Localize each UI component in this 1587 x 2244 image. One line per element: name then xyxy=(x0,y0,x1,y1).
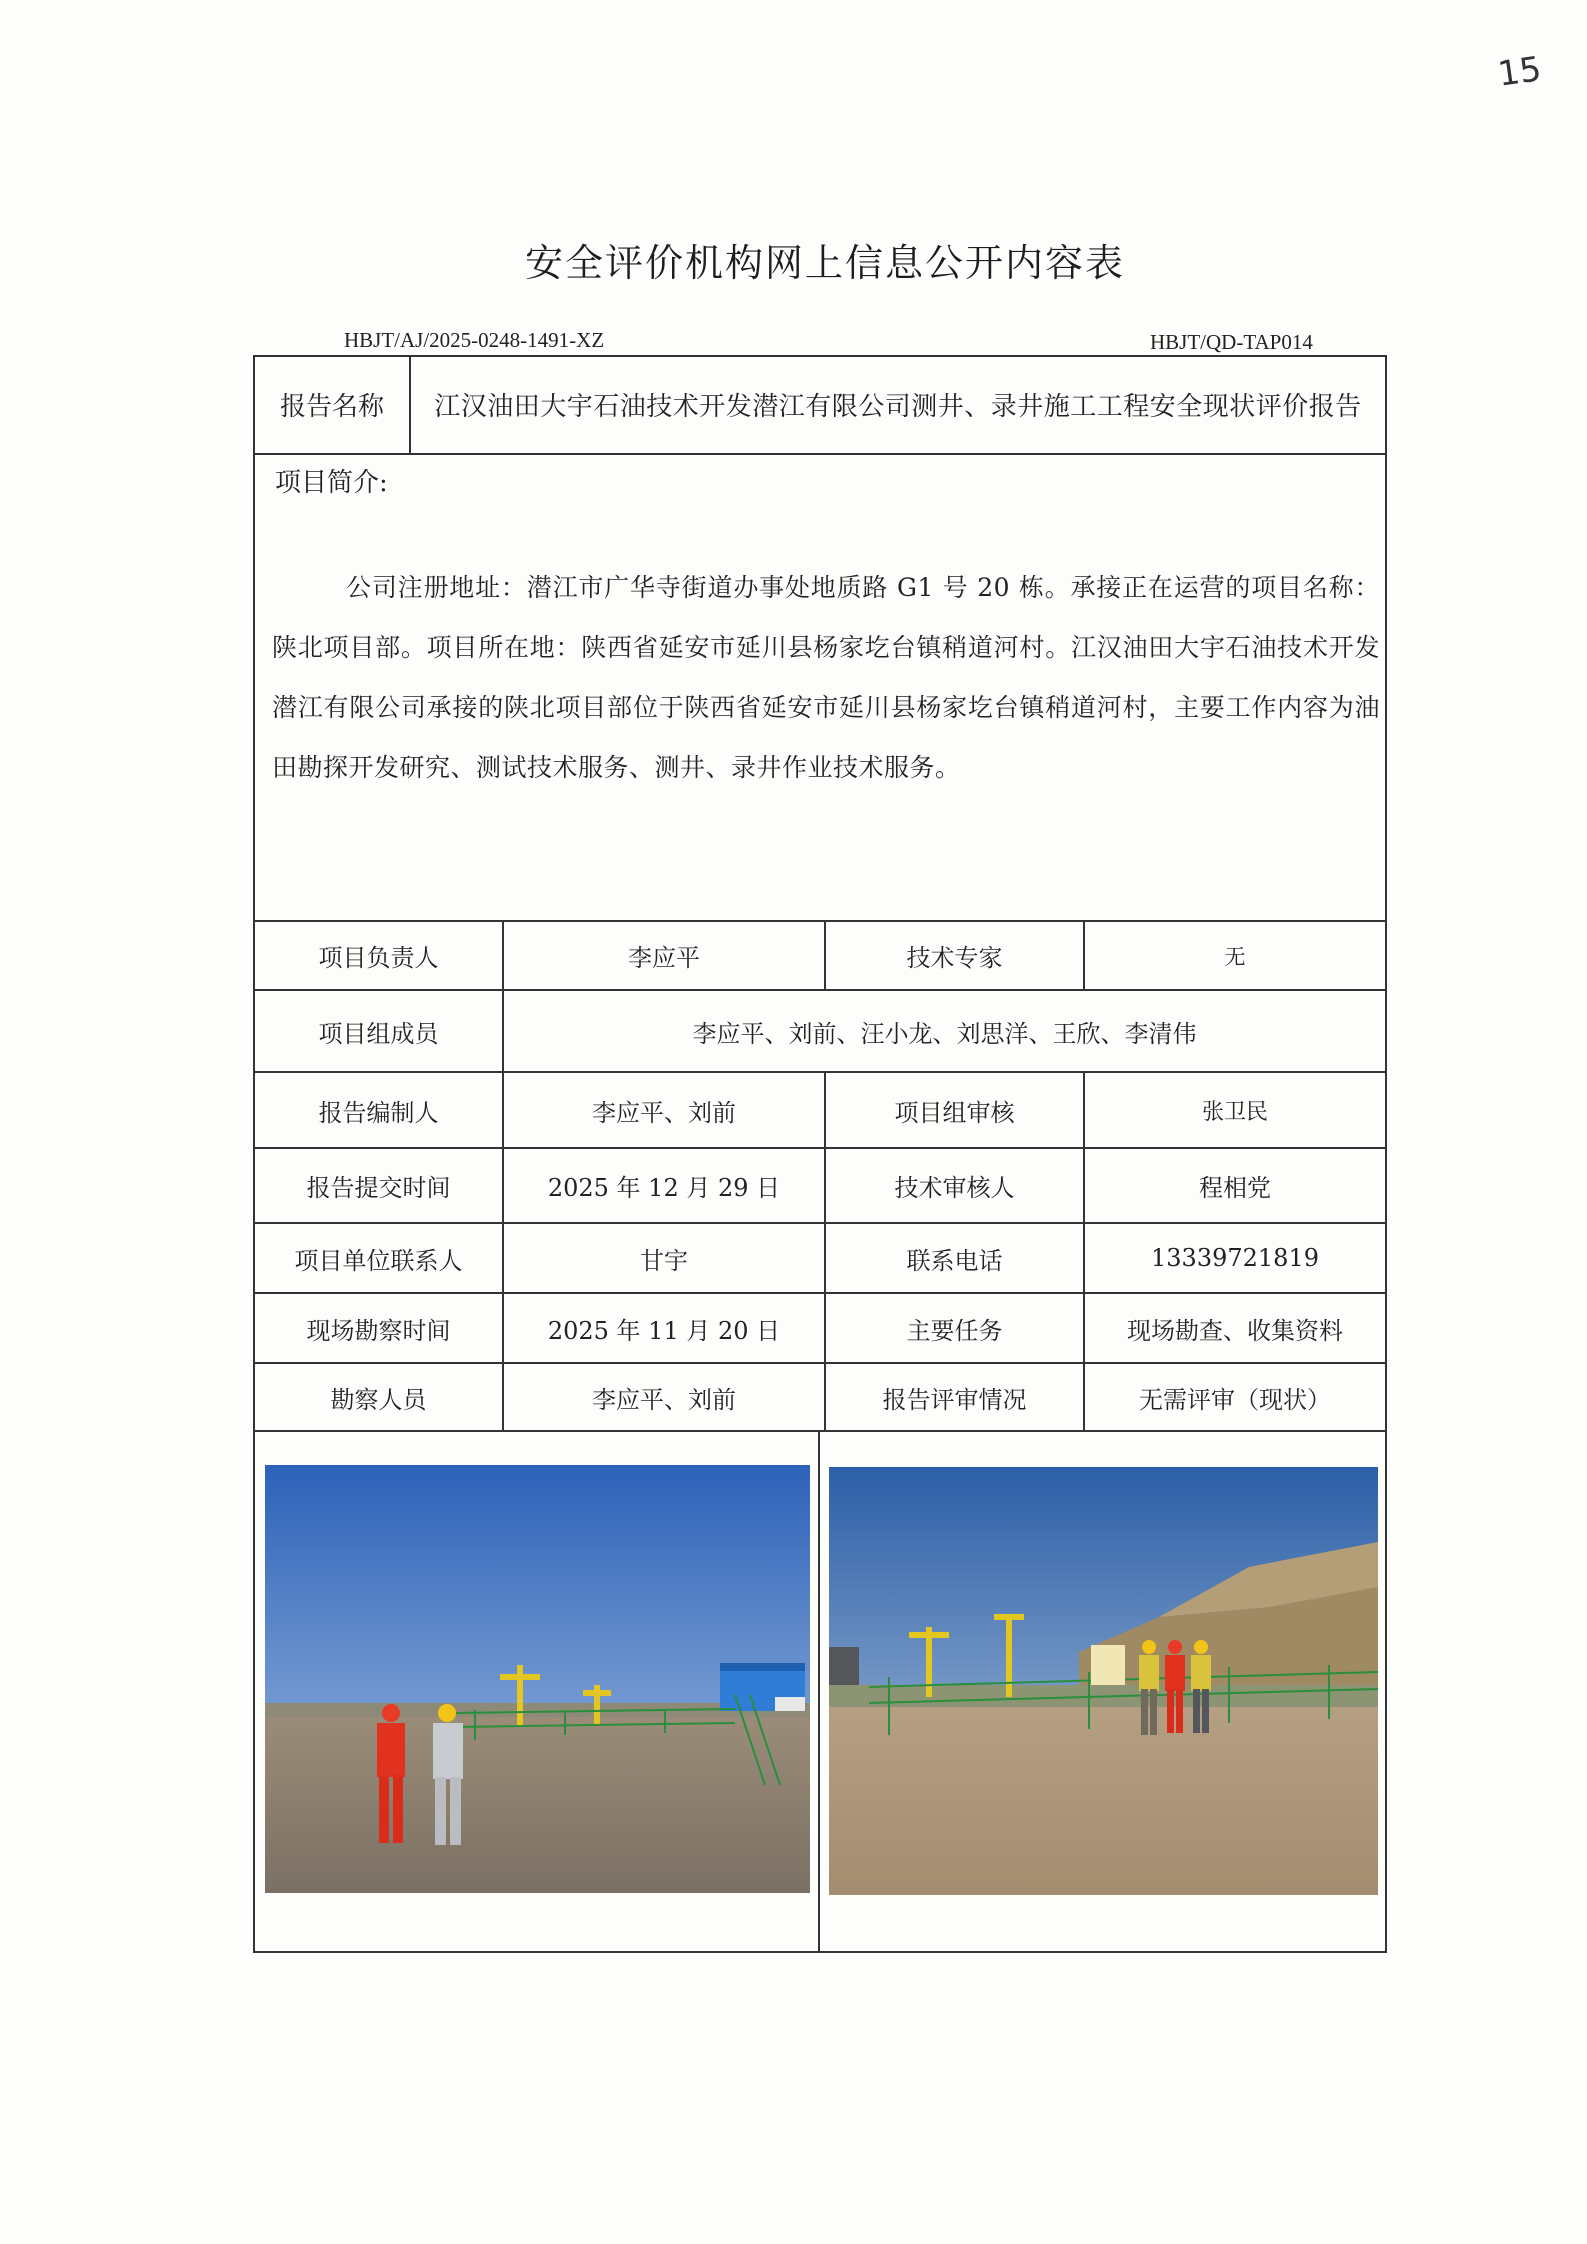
row-divider xyxy=(253,453,1387,455)
site-photo-1 xyxy=(265,1465,810,1893)
review-status-value: 无需评审（现状） xyxy=(1139,1385,1331,1414)
main-task-label: 主要任务 xyxy=(906,1316,1003,1345)
contact-phone-value: 13339721819 xyxy=(1151,1244,1319,1272)
report-name-value: 江汉油田大宇石油技术开发潜江有限公司测井、录井施工工程安全现状评价报告 xyxy=(434,392,1362,422)
team-review-label: 项目组审核 xyxy=(894,1098,1015,1127)
document-code-left: HBJT/AJ/2025-0248-1491-XZ xyxy=(344,328,605,352)
tech-reviewer-label: 技术审核人 xyxy=(894,1174,1015,1202)
contact-person-label: 项目单位联系人 xyxy=(294,1246,463,1275)
survey-date-label: 现场勘察时间 xyxy=(306,1316,451,1345)
tech-expert-value: 无 xyxy=(1224,944,1246,969)
submit-date-label: 报告提交时间 xyxy=(306,1174,451,1202)
tech-reviewer-value: 程相党 xyxy=(1199,1174,1271,1202)
project-intro-label: 项目简介: xyxy=(275,468,388,498)
contact-person-value: 甘宇 xyxy=(640,1246,688,1275)
project-intro-text: 公司注册地址：潜江市广华寺街道办事处地质路 G1 号 20 栋。承接正在运营的项目名称：陕北项目部。项目所在地：陕西省延安市延川县杨家圪台镇稍道河村。江汉油田大宇石油技术开发潜江有限公司承接的陕北项目部位于陕西省延安市延川县杨家圪台镇稍道河村，主要工作内容为油田勘探开发研究、测试技术服务、测井、录井作业技术服务。 xyxy=(272,573,1380,782)
report-author-value: 李应平、刘前 xyxy=(592,1098,736,1127)
surveyors-value: 李应平、刘前 xyxy=(592,1385,736,1414)
contact-phone-label: 联系电话 xyxy=(906,1246,1003,1275)
main-task-value: 现场勘查、收集资料 xyxy=(1127,1316,1343,1345)
report-author-label: 报告编制人 xyxy=(318,1098,439,1127)
handwritten-page-number: 15 xyxy=(1495,49,1544,95)
column-divider xyxy=(818,1430,820,1953)
surveyors-label: 勘察人员 xyxy=(330,1385,427,1414)
submit-date-value: 2025 年 12 月 29 日 xyxy=(547,1174,781,1202)
row-divider xyxy=(253,1430,1387,1432)
team-members-label: 项目组成员 xyxy=(318,1019,439,1048)
site-photo-2 xyxy=(829,1467,1378,1895)
team-review-value: 张卫民 xyxy=(1201,1099,1268,1125)
project-leader-value: 李应平 xyxy=(628,944,700,972)
review-status-label: 报告评审情况 xyxy=(882,1385,1027,1414)
report-name-label: 报告名称 xyxy=(279,392,384,422)
project-leader-label: 项目负责人 xyxy=(318,944,439,972)
team-members-value: 李应平、刘前、汪小龙、刘思洋、王欣、李清伟 xyxy=(692,1019,1197,1048)
survey-date-value: 2025 年 11 月 20 日 xyxy=(547,1316,781,1345)
tech-expert-label: 技术专家 xyxy=(906,944,1003,972)
document-title: 安全评价机构网上信息公开内容表 xyxy=(524,241,1125,285)
document-code-right: HBJT/QD-TAP014 xyxy=(1150,330,1313,354)
